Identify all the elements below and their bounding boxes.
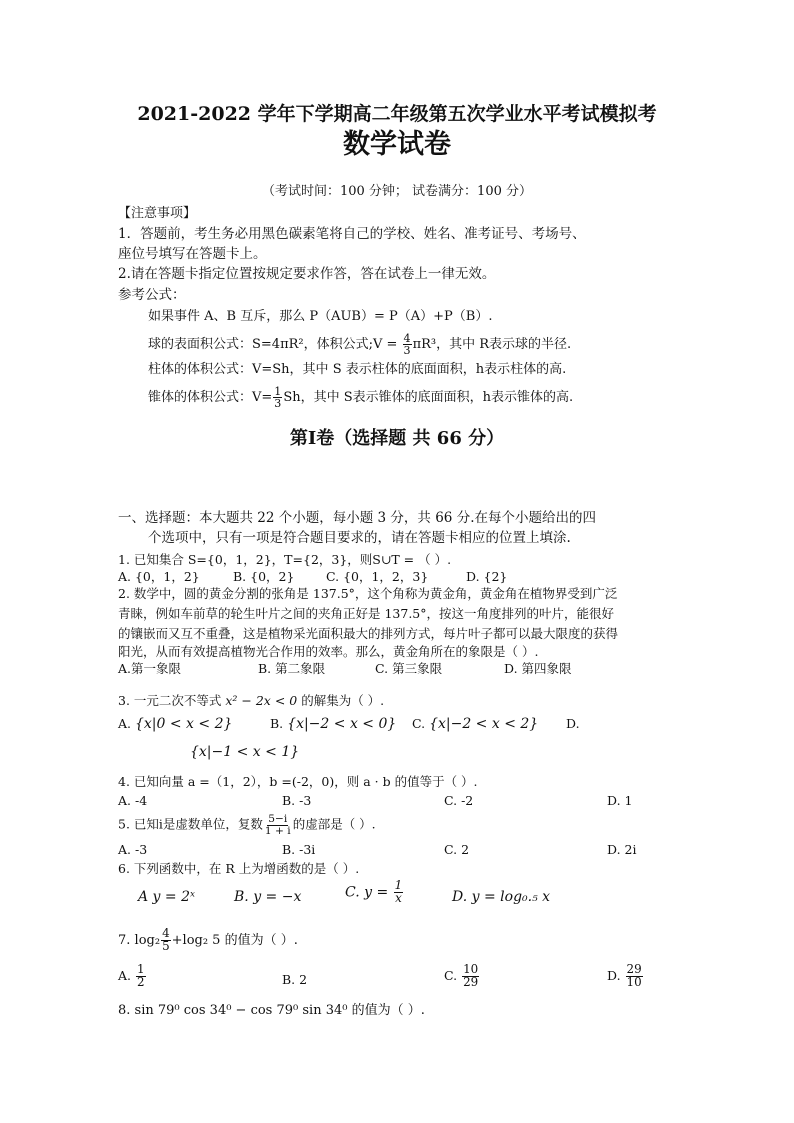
q6-stem: 6. 下列函数中，在 R 上为增函数的是（ ）. xyxy=(118,861,360,876)
q2-option-d: D. 第四象限 xyxy=(504,661,572,676)
q6-option-a: A y = 2ˣ xyxy=(138,889,195,905)
q2-option-a: A.第一象限 xyxy=(118,661,182,676)
formula-cone-text: 锥体的体积公式：V= xyxy=(148,390,273,406)
denominator: 29 xyxy=(463,974,479,989)
q4-option-c: C. -2 xyxy=(444,793,474,808)
q1-option-b: B. {0，2} xyxy=(233,569,295,584)
option-label: D. xyxy=(607,967,621,983)
q5-stem xyxy=(118,814,376,836)
numerator: 4 xyxy=(403,332,411,345)
q6-option-d: D. y = log₀.₅ x xyxy=(452,889,551,905)
formula-prism: 柱体的体积公式：V=Sh，其中 S 表示柱体的底面面积，h表示柱体的高. xyxy=(148,362,567,377)
q2-line1: 2. 数学中，圆的黄金分割的张角是 137.5°，这个角称为黄金角，黄金角在植物界受到广泛 xyxy=(118,586,618,601)
option-set: {x|0 < x < 2} xyxy=(135,716,233,732)
fraction xyxy=(394,880,404,905)
q3-option-b xyxy=(270,716,396,732)
section-intro-line2: 个选项中，只有一项是符合题目要求的，请在答题卡相应的位置上填涂. xyxy=(148,530,571,546)
q7-stem-text-end: +log₂ 5 的值为（ ）. xyxy=(171,932,298,948)
fraction xyxy=(264,814,292,836)
section-title: 第Ⅰ卷（选择题 共 66 分） xyxy=(289,428,505,449)
denominator: 2 xyxy=(137,974,145,989)
numerator: 1 xyxy=(274,385,282,398)
exam-info: （考试时间：100 分钟； 试卷满分：100 分） xyxy=(261,184,533,199)
q3-option-d xyxy=(190,744,299,760)
q5-option-c: C. 2 xyxy=(444,842,470,857)
note-item1-line2: 座位号填写在答题卡上。 xyxy=(118,246,267,262)
q1-stem: 1. 已知集合 S={0，1，2}，T={2，3}，则S∪T = （ ）. xyxy=(118,552,452,567)
denominator: 3 xyxy=(403,344,411,358)
option-label: A. xyxy=(118,967,132,983)
numerator: 5−i xyxy=(268,812,288,825)
q1-option-a: A. {0，1，2} xyxy=(118,569,200,584)
q3-option-c xyxy=(412,716,538,732)
formula-sphere-text-end: πR³，其中 R表示球的半径. xyxy=(412,337,572,353)
q7-stem-text: 7. log₂ xyxy=(118,932,161,948)
reference-label: 参考公式： xyxy=(118,287,186,303)
q2-option-b: B. 第二象限 xyxy=(258,661,326,676)
formula-sphere xyxy=(148,333,571,356)
q2-line4: 阳光，从而有效提高植物光合作用的效率。那么，黄金角所在的象限是（ ）. xyxy=(118,644,539,659)
q3-stem-text: 3. 一元二次不等式 xyxy=(118,693,226,708)
q4-option-a: A. -4 xyxy=(118,793,148,808)
exam-title: 2021-2022 学年下学期高二年级第五次学业水平考试模拟考 xyxy=(137,103,657,125)
numerator: 29 xyxy=(626,962,642,976)
q3-stem-text-end: 的解集为（ ）. xyxy=(297,693,385,708)
q1-option-c: C. {0，1，2，3} xyxy=(326,569,429,584)
q3-stem xyxy=(118,692,384,709)
q2-line2: 青睐，例如车前草的轮生叶片之间的夹角正好是 137.5°，按这一角度排列的叶片，能很好 xyxy=(118,606,615,621)
option-text: C. y = xyxy=(345,884,393,901)
option-set: {x|−2 < x < 0} xyxy=(287,716,397,732)
option-set: {x|−2 < x < 2} xyxy=(429,716,539,732)
q3-inequality: x² − 2x < 0 xyxy=(225,693,298,708)
formula-sphere-text: 球的表面积公式：S=4πR²，体积公式;V = xyxy=(148,337,402,353)
q7-option-b: B. 2 xyxy=(282,972,308,987)
section-intro-line1: 一、选择题：本大题共 22 个小题，每小题 3 分，共 66 分.在每个小题给出的四 xyxy=(118,510,596,526)
q1-option-d: D. {2} xyxy=(466,569,508,584)
q7-stem xyxy=(118,928,298,953)
note-item1-line1: 1．答题前，考生务必用黑色碳素笔将自己的学校、姓名、准考证号、考场号、 xyxy=(118,226,586,242)
q3-option-d-label: D. xyxy=(566,716,580,731)
numerator: 4 xyxy=(162,926,170,940)
exam-subtitle: 数学试卷 xyxy=(343,129,451,160)
option-set: {x|−1 < x < 1} xyxy=(190,744,300,760)
q4-stem: 4. 已知向量 a =（1，2），b =(-2，0)，则 a · b 的值等于（ ）. xyxy=(118,774,478,789)
numerator: 1 xyxy=(394,878,403,892)
q5-option-d: D. 2i xyxy=(607,842,637,857)
numerator: 10 xyxy=(463,962,479,976)
fraction xyxy=(161,928,171,953)
q8-stem: 8. sin 79⁰ cos 34⁰ − cos 79⁰ sin 34⁰ 的值为（ ）. xyxy=(118,1003,425,1018)
q5-stem-text: 5. 已知i是虚数单位，复数 xyxy=(118,816,263,832)
q7-option-a xyxy=(118,964,147,989)
denominator: 1 + i xyxy=(264,823,291,837)
q6-option-c xyxy=(345,880,404,905)
q4-option-b: B. -3 xyxy=(282,793,312,808)
q6-option-b: B. y = −x xyxy=(234,889,302,905)
formula-exclusive-events: 如果事件 A、B 互斥，那么 P（AUB）= P（A）+P（B）. xyxy=(148,309,493,324)
option-label: A. xyxy=(118,716,132,731)
fraction xyxy=(403,333,412,356)
q4-option-d: D. 1 xyxy=(607,793,633,808)
fraction xyxy=(273,386,282,409)
q2-line3: 的镶嵌而又互不重叠，这是植物采光面积最大的排列方式，每片叶子都可以最大限度的获得 xyxy=(118,626,619,641)
note-item2: 2.请在答题卡指定位置按规定要求作答，答在试卷上一律无效。 xyxy=(118,266,496,282)
option-label: B. xyxy=(270,716,284,731)
formula-cone-text-end: Sh，其中 S表示锥体的底面面积，h表示锥体的高. xyxy=(283,390,574,406)
denominator: x xyxy=(395,890,402,905)
option-label: C. xyxy=(412,716,426,731)
denominator: 10 xyxy=(626,974,642,989)
fraction xyxy=(462,964,479,989)
denominator: 3 xyxy=(274,397,282,411)
notes-heading: 【注意事项】 xyxy=(118,206,197,221)
q5-option-a: A. -3 xyxy=(118,842,148,857)
q5-stem-text-end: 的虚部是（ ）. xyxy=(292,816,376,832)
q5-option-b: B. -3i xyxy=(282,842,316,857)
q2-option-c: C. 第三象限 xyxy=(375,661,443,676)
formula-cone xyxy=(148,386,573,409)
option-label: C. xyxy=(444,967,458,983)
numerator: 1 xyxy=(137,962,145,976)
fraction xyxy=(136,964,146,989)
q7-option-d xyxy=(607,964,644,989)
q3-option-a xyxy=(118,716,232,732)
q7-option-c xyxy=(444,964,480,989)
fraction xyxy=(626,964,643,989)
denominator: 5 xyxy=(162,938,170,953)
